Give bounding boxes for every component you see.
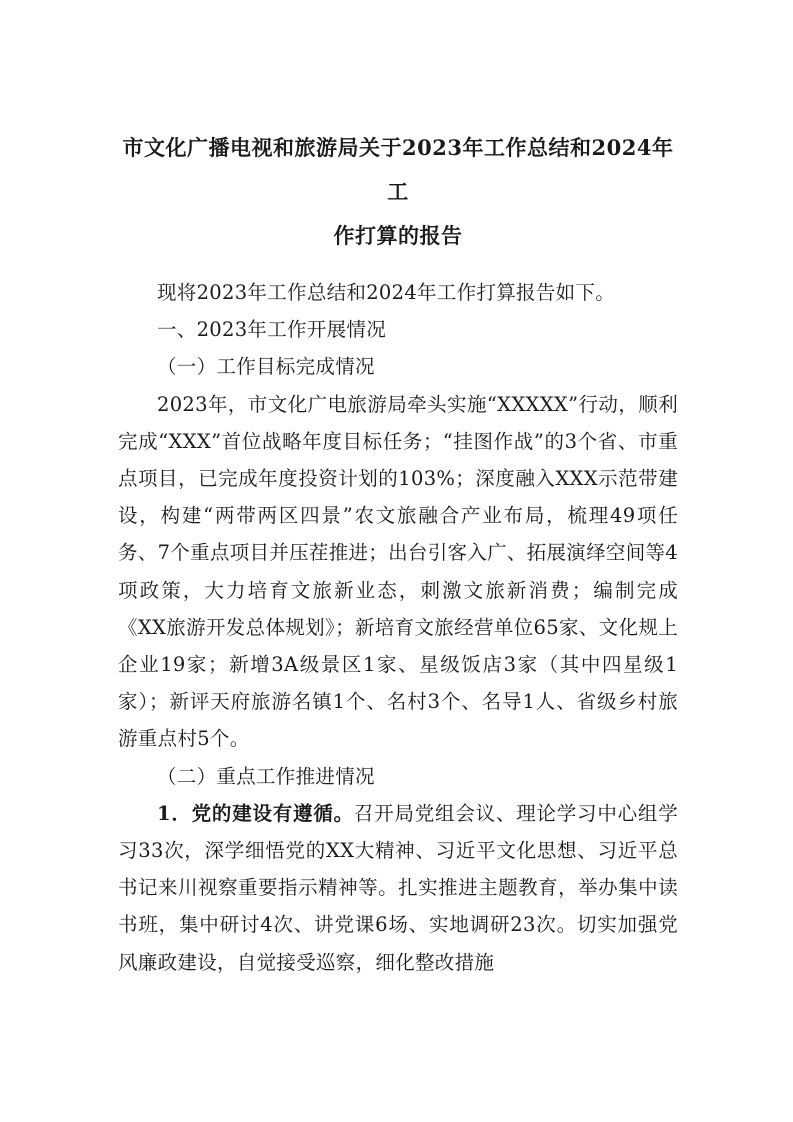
subsection-2-heading: （二）重点工作推进情况 <box>157 764 375 788</box>
section-1-heading: 一、2023年工作开展情况 <box>157 318 387 342</box>
subsection-1-body: 2023年，市文化广电旅游局牵头实施“XXXXX”行动，顺利完成“XXX”首位战略年度目标任务；“挂图作战”的3个省、市重点项目，已完成年度投资计划的103%；深度融入XXX示范带建设，构建“两带两区四景”农文旅融合产业布局，梳理49项任务、7个重点项目并压茬推进；出台引客入广、拓展演绎空间等4项政策，大力培育文旅新业态，刺激文旅新消费；编制完成《XX旅游开发总体规划》；新培育文旅经营单位65家、文化规上企业19家；新增3A级景区1家、星级饭店3家（其中四星级1家）；新评天府旅游名镇1个、名村3个、名导1人、省级乡村旅游重点村5个。 <box>118 392 679 751</box>
item-1-paragraph <box>118 795 678 981</box>
document-title <box>118 126 678 258</box>
intro-paragraph: 现将2023年工作总结和2024年工作打算报告如下。 <box>157 281 616 304</box>
document-title-line-2: 作打算的报告 <box>333 223 463 248</box>
item-1-body: 召开局党组会议、理论学习中心组学习33次，深学细悟党的XX大精神、习近平文化思想、习近平总书记来川视察重要指示精神等。扎实推进主题教育，举办集中读书班，集中研讨4次、讲党课6场、实地调研23次。切实加强党风廉政建设，自觉接受巡察，细化整改措施 <box>118 801 678 974</box>
document-title-line-1: 市文化广播电视和旅游局关于2023年工作总结和2024年工 <box>122 135 674 204</box>
item-1-lead: 1．党的建设有遵循。 <box>157 801 354 825</box>
subsection-1-heading: （一）工作目标完成情况 <box>157 355 375 379</box>
document-page <box>118 126 678 981</box>
